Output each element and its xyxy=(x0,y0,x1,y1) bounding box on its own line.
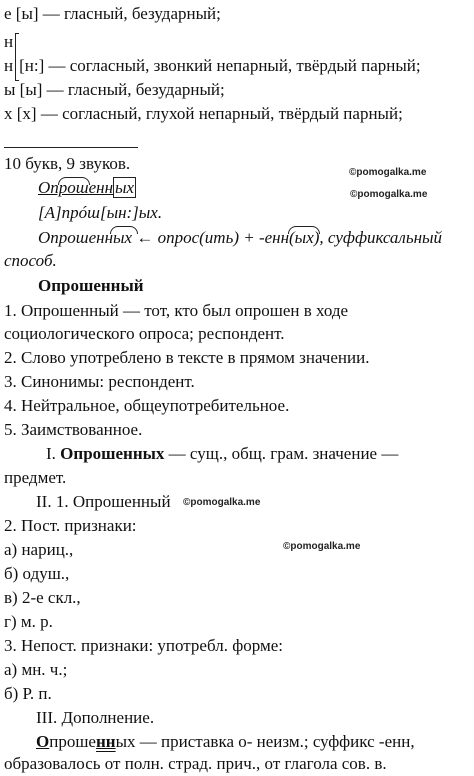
word-ending-box: ых xyxy=(115,178,135,197)
morph-2: II. 1. Опрошенный xyxy=(36,492,171,511)
watermark: ©pomogalka.me xyxy=(283,541,361,552)
var-feature-a: а) мн. ч.; xyxy=(4,660,68,679)
letters-count: 10 букв, 9 звуков. xyxy=(4,154,131,173)
morph-1-num: I. xyxy=(46,444,56,463)
feature-b: б) одуш., xyxy=(4,564,70,583)
line-n1: н xyxy=(4,32,14,51)
word-mid: про xyxy=(49,732,76,751)
item-4: 4. Нейтральное, общеупотребительное. xyxy=(4,396,290,415)
morph-3: III. Дополнение. xyxy=(36,708,155,727)
morph-1 xyxy=(46,444,398,464)
line-y: ы [ы] — гласный, безударный; xyxy=(4,80,225,99)
var-feature-b: б) Р. п. xyxy=(4,684,52,703)
item-3: 3. Синонимы: респондент. xyxy=(4,372,195,391)
item-5: 5. Заимствованное. xyxy=(4,420,143,439)
line-n2 xyxy=(4,56,421,76)
item-2: 2. Слово употреблено в тексте в прямом значении. xyxy=(4,348,370,367)
suffix-arc xyxy=(110,226,138,234)
letter-n: н xyxy=(4,56,14,75)
watermark: ©pomogalka.me xyxy=(183,497,261,508)
suffix-nn: нн xyxy=(95,732,116,751)
watermark: ©pomogalka.me xyxy=(349,167,427,178)
feature-a: а) нариц., xyxy=(4,540,74,559)
root-arc xyxy=(58,177,90,185)
separator-rule xyxy=(4,147,138,148)
var-features: 3. Непост. признаки: употребл. форме: xyxy=(4,636,283,655)
line-h: х [х] — согласный, глухой непарный, твёрдый парный; xyxy=(4,104,403,123)
word-root-part: Опрошенн xyxy=(38,178,114,197)
formula-word: Опрошенных xyxy=(38,228,133,247)
line-e: е [ы] — гласный, безударный; xyxy=(4,4,221,23)
analysis-cont: образовалось от полн. страд. прич., от глагола сов. в. xyxy=(4,754,387,773)
word-mid-2: ше xyxy=(75,732,96,751)
item-1b: социологического опроса; респондент. xyxy=(4,324,285,343)
const-features: 2. Пост. признаки: xyxy=(4,516,137,535)
prefix-o: О xyxy=(36,732,50,751)
line-n-text: [н:] — согласный, звонкий непарный, твёрдый парный; xyxy=(19,56,421,75)
morph-1-rest: — сущ., общ. грам. значение — xyxy=(168,444,399,463)
suffix-arc-2 xyxy=(288,226,320,234)
sentence-analysis xyxy=(36,732,415,752)
feature-c: в) 2-е скл., xyxy=(4,588,81,607)
morph-1-cont: предмет. xyxy=(4,468,67,487)
formula-cont: способ. xyxy=(4,251,57,270)
morph-1-word: Опрошенных xyxy=(60,444,165,463)
formula-line xyxy=(38,228,442,248)
transcription: [А]прóш[ын:]ых. xyxy=(38,203,163,222)
section-heading: Опрошенный xyxy=(38,276,144,295)
analysis-rest: ых — приставка о- неизм.; суффикс -енн, xyxy=(115,732,415,751)
watermark: ©pomogalka.me xyxy=(350,189,428,200)
formula-rest: ← опрос(ить) + -енн(ых), суффиксальный xyxy=(136,228,443,247)
feature-d: г) м. р. xyxy=(4,612,53,631)
item-1a: 1. Опрошенный — тот, кто был опрошен в ходе xyxy=(4,301,349,320)
